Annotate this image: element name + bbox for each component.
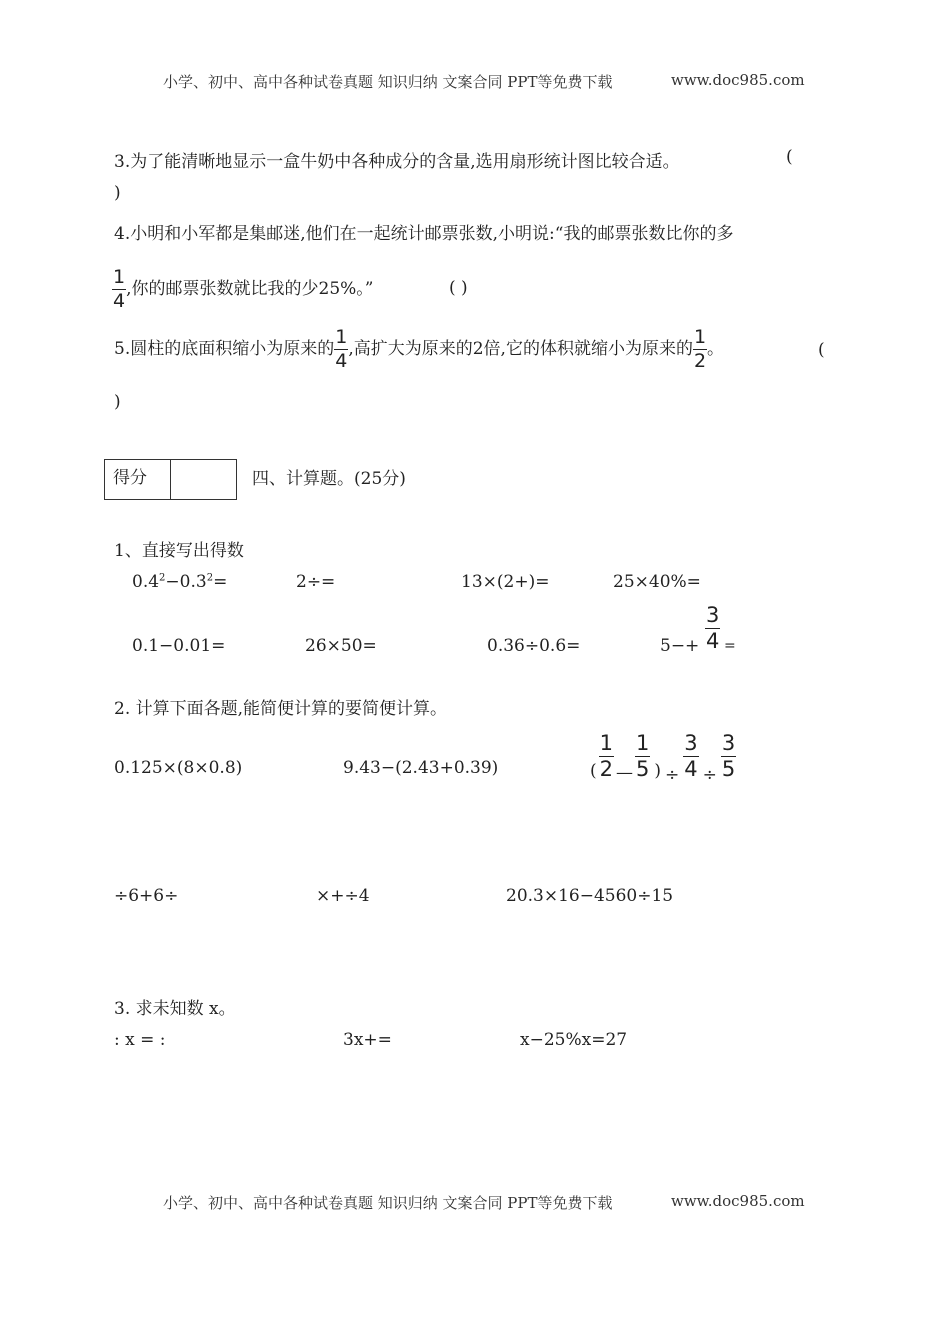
score-box-divider: [170, 460, 171, 499]
calc-1-7: 0.36÷0.6=: [487, 636, 581, 656]
question-3-text: 3.为了能清晰地显示一盒牛奶中各种成分的含量,选用扇形统计图比较合适。: [114, 152, 680, 172]
calc-1-6: 26×50=: [305, 636, 377, 656]
part-2-title: 2. 计算下面各题,能简便计算的要简便计算。: [114, 699, 448, 719]
fraction-one-half: $\frac{1}{2}$: [693, 326, 707, 372]
section-4-title: 四、计算题。(25分): [252, 469, 406, 489]
calc-2-6: 20.3×16−4560÷15: [506, 886, 674, 906]
equation-1: : x = :: [114, 1030, 166, 1050]
page-header-text: 小学、初中、高中各种试卷真题 知识归纳 文案合同 PPT等免费下载: [163, 73, 613, 91]
question-5-paren-close: ): [114, 392, 121, 412]
question-5-text: 5.圆柱的底面积缩小为原来的 $\frac{1}{4}$ ,高扩大为原来的2倍,它的体积就缩小为原来的 $\frac{1}{2}$ 。: [114, 326, 725, 372]
score-box: [104, 459, 237, 500]
calc-2-3: ( $\frac{1}{2}$ — $\frac{1}{5}$ ) ÷ $\frac{3}{4}$ ÷ $\frac{3}{5}$: [590, 730, 736, 785]
score-label: 得分: [113, 468, 147, 488]
page-footer-url: www.doc985.com: [671, 1192, 805, 1210]
question-3-paren-open: (: [786, 147, 793, 167]
part-3-title: 3. 求未知数 x。: [114, 999, 236, 1019]
calc-1-8-prefix: 5−+: [660, 636, 700, 656]
question-4-line1: 4.小明和小军都是集邮迷,他们在一起统计邮票张数,小明说:“我的邮票张数比你的多: [114, 224, 734, 244]
question-3-paren-close: ): [114, 183, 121, 203]
fraction-one-quarter: $\frac{1}{4}$: [335, 326, 348, 372]
question-5-paren-open: (: [818, 340, 825, 360]
part-1-title: 1、直接写出得数: [114, 541, 244, 561]
equation-2: 3x+=: [343, 1030, 392, 1050]
calc-1-1: $0.4^2-0.3^2=$: [132, 572, 228, 592]
question-4-answer-paren: ( ): [449, 278, 468, 298]
page-footer-text: 小学、初中、高中各种试卷真题 知识归纳 文案合同 PPT等免费下载: [163, 1194, 613, 1212]
calc-2-4: ÷6+6÷: [114, 886, 179, 906]
equation-3: x−25%x=27: [520, 1030, 628, 1050]
calc-2-5: ×+÷4: [316, 886, 370, 906]
calc-1-5: 0.1−0.01=: [132, 636, 226, 656]
calc-2-2: 9.43−(2.43+0.39): [343, 758, 499, 778]
calc-1-3: 13×(2+)=: [461, 572, 550, 592]
calc-1-8-equals: =: [724, 638, 736, 654]
fraction-one-quarter: $\frac{1}{4}$: [113, 266, 126, 312]
calc-1-2: 2÷=: [296, 572, 336, 592]
page-header-url: www.doc985.com: [671, 71, 805, 89]
calc-2-1: 0.125×(8×0.8): [114, 758, 243, 778]
question-4-line2: $\frac{1}{4}$ ,你的邮票张数就比我的少25%。”: [113, 266, 374, 312]
fraction-three-quarters: 3 4: [706, 603, 720, 653]
calc-1-4: 25×40%=: [613, 572, 701, 592]
